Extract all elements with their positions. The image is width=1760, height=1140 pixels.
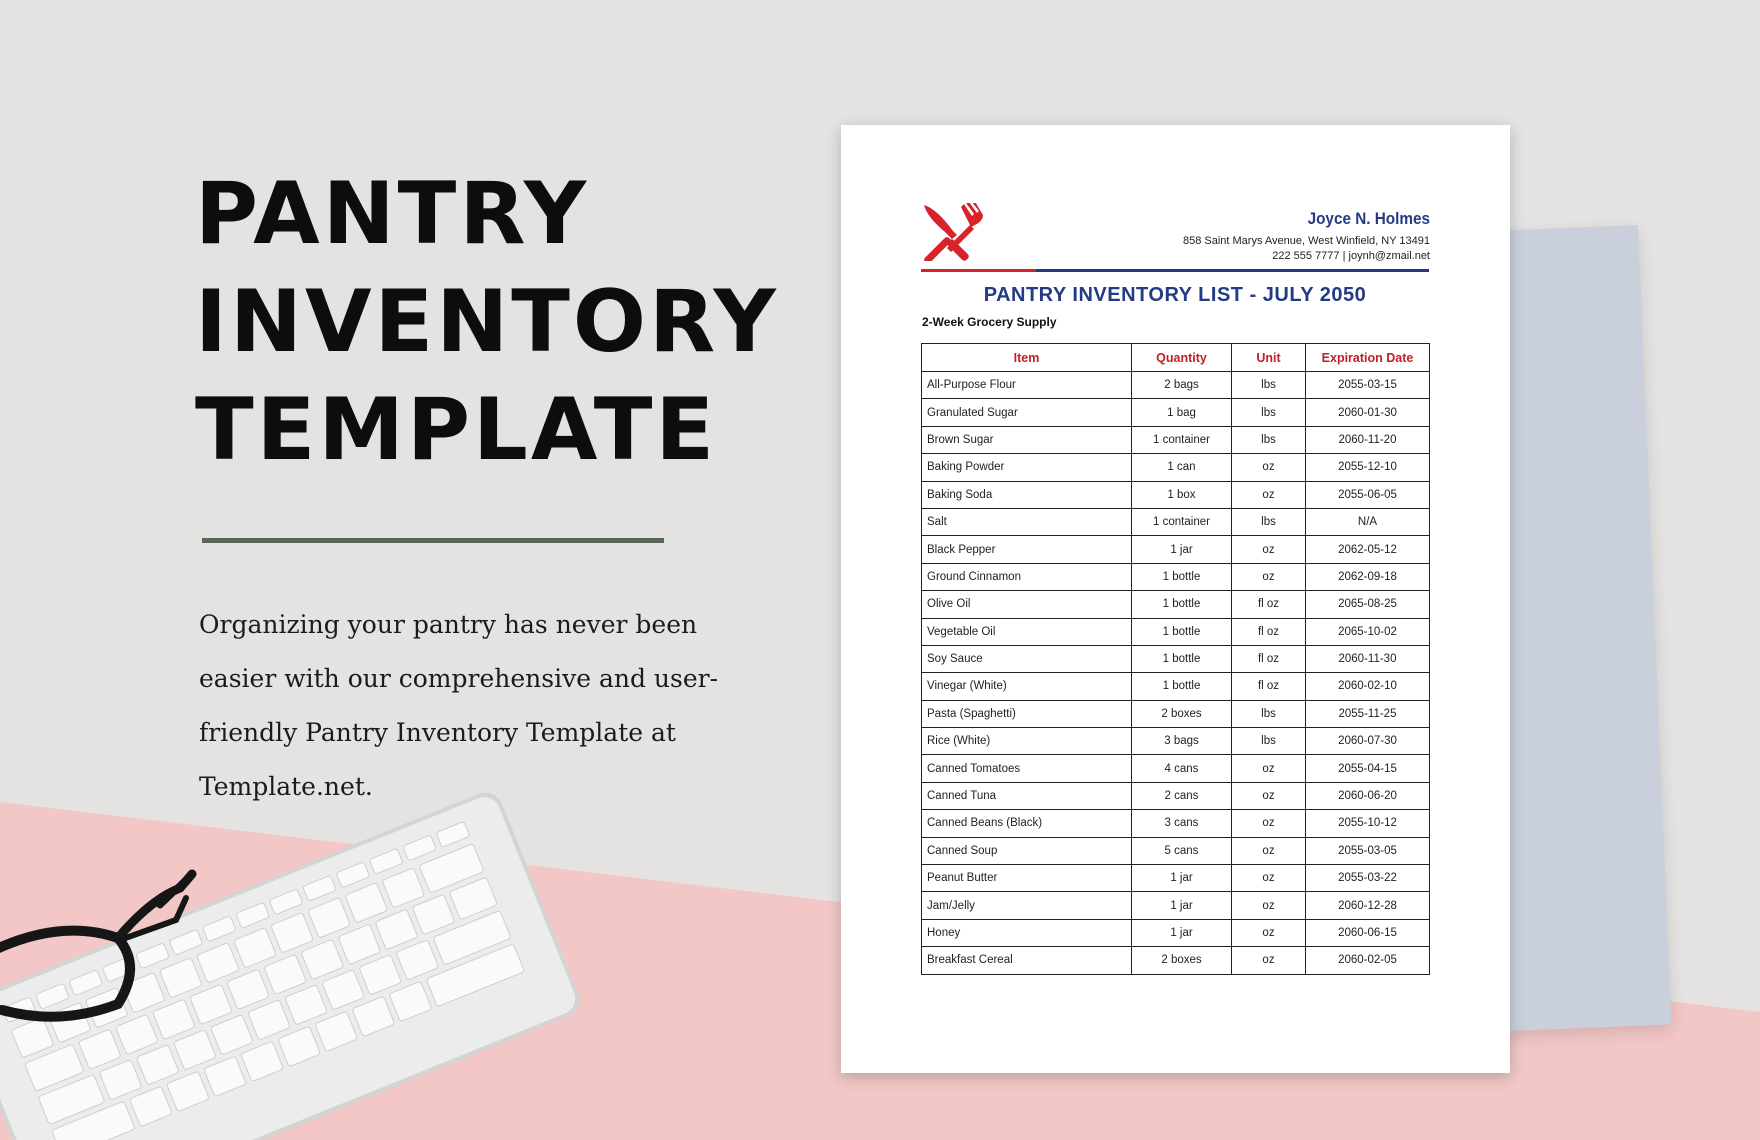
cell-quantity: 1 container	[1132, 508, 1232, 535]
cell-expiration-date: 2060-01-30	[1306, 399, 1430, 426]
cell-expiration-date: 2062-09-18	[1306, 563, 1430, 590]
cell-unit: oz	[1232, 454, 1306, 481]
cell-expiration-date: 2062-05-12	[1306, 536, 1430, 563]
cell-item: Canned Tuna	[922, 782, 1132, 809]
org-name: Joyce N. Holmes	[1307, 209, 1430, 228]
cell-quantity: 1 jar	[1132, 892, 1232, 919]
cell-expiration-date: 2055-10-12	[1306, 810, 1430, 837]
cell-quantity: 2 cans	[1132, 782, 1232, 809]
cell-unit: fl oz	[1232, 645, 1306, 672]
cell-quantity: 2 boxes	[1132, 700, 1232, 727]
table-row	[922, 782, 1430, 809]
table-row	[922, 892, 1430, 919]
table-row	[922, 919, 1430, 946]
table-row	[922, 481, 1430, 508]
cell-item: Canned Beans (Black)	[922, 810, 1132, 837]
cell-quantity: 1 container	[1132, 426, 1232, 453]
cell-quantity: 1 jar	[1132, 919, 1232, 946]
organization-info	[1183, 209, 1430, 263]
fork-knife-icon	[921, 203, 983, 261]
cell-quantity: 1 bottle	[1132, 563, 1232, 590]
cell-quantity: 3 bags	[1132, 728, 1232, 755]
document-title: PANTRY INVENTORY LIST - JULY 2050	[983, 284, 1367, 306]
cell-unit: lbs	[1232, 426, 1306, 453]
cell-unit: oz	[1232, 755, 1306, 782]
cell-unit: lbs	[1232, 508, 1306, 535]
table-header-row	[922, 344, 1430, 372]
cell-unit: fl oz	[1232, 673, 1306, 700]
cell-expiration-date: 2060-11-30	[1306, 645, 1430, 672]
cell-quantity: 1 bottle	[1132, 591, 1232, 618]
table-row	[922, 837, 1430, 864]
cell-item: Brown Sugar	[922, 426, 1132, 453]
table-row	[922, 426, 1430, 453]
cell-expiration-date: 2055-03-15	[1306, 372, 1430, 399]
cell-unit: lbs	[1232, 700, 1306, 727]
cell-expiration-date: 2060-02-10	[1306, 673, 1430, 700]
cell-item: Vegetable Oil	[922, 618, 1132, 645]
table-row	[922, 399, 1430, 426]
description: Organizing your pantry has never been easier with our comprehensive and user-friendly Pantry Inventory Template at Template.net.	[199, 610, 719, 801]
cell-quantity: 1 box	[1132, 481, 1232, 508]
cell-quantity: 1 bottle	[1132, 645, 1232, 672]
title-line-2: INVENTORY	[195, 272, 779, 372]
table-row	[922, 810, 1430, 837]
cell-expiration-date: 2060-11-20	[1306, 426, 1430, 453]
cell-quantity: 4 cans	[1132, 755, 1232, 782]
cell-quantity: 1 jar	[1132, 865, 1232, 892]
cell-item: Pasta (Spaghetti)	[922, 700, 1132, 727]
cell-unit: lbs	[1232, 728, 1306, 755]
table-row	[922, 755, 1430, 782]
table-row	[922, 591, 1430, 618]
cell-quantity: 1 bottle	[1132, 673, 1232, 700]
cell-item: Baking Soda	[922, 481, 1132, 508]
table-row	[922, 673, 1430, 700]
table-row	[922, 372, 1430, 399]
cell-unit: oz	[1232, 919, 1306, 946]
cell-quantity: 1 bottle	[1132, 618, 1232, 645]
cell-item: Jam/Jelly	[922, 892, 1132, 919]
org-contact: 222 555 7777 | joynh@zmail.net	[1272, 250, 1430, 262]
cell-expiration-date: 2065-10-02	[1306, 618, 1430, 645]
cell-expiration-date: 2055-11-25	[1306, 700, 1430, 727]
cell-item: Soy Sauce	[922, 645, 1132, 672]
cell-expiration-date: 2060-02-05	[1306, 947, 1430, 974]
cell-item: Black Pepper	[922, 536, 1132, 563]
cell-item: Canned Tomatoes	[922, 755, 1132, 782]
title-line-1: PANTRY	[195, 164, 590, 264]
table-row	[922, 618, 1430, 645]
cell-item: Olive Oil	[922, 591, 1132, 618]
cell-item: Vinegar (White)	[922, 673, 1132, 700]
document-page	[841, 125, 1510, 1073]
cell-item: Baking Powder	[922, 454, 1132, 481]
cell-unit: oz	[1232, 782, 1306, 809]
cell-unit: oz	[1232, 947, 1306, 974]
table-row	[922, 865, 1430, 892]
cell-quantity: 1 can	[1132, 454, 1232, 481]
cell-unit: oz	[1232, 892, 1306, 919]
cell-item: Canned Soup	[922, 837, 1132, 864]
cell-expiration-date: 2055-12-10	[1306, 454, 1430, 481]
cell-quantity: 2 bags	[1132, 372, 1232, 399]
cell-quantity: 1 jar	[1132, 536, 1232, 563]
table-row	[922, 536, 1430, 563]
cell-item: Honey	[922, 919, 1132, 946]
table-row	[922, 645, 1430, 672]
table-row	[922, 563, 1430, 590]
cell-expiration-date: 2065-08-25	[1306, 591, 1430, 618]
divider	[202, 538, 664, 543]
cell-item: Rice (White)	[922, 728, 1132, 755]
header-unit: Unit	[1232, 344, 1306, 372]
cell-expiration-date: 2055-06-05	[1306, 481, 1430, 508]
org-address: 858 Saint Marys Avenue, West Winfield, NY 13491	[1182, 235, 1430, 247]
cell-expiration-date: 2060-07-30	[1306, 728, 1430, 755]
cell-unit: lbs	[1232, 372, 1306, 399]
cell-quantity: 2 boxes	[1132, 947, 1232, 974]
cell-quantity: 5 cans	[1132, 837, 1232, 864]
cell-unit: oz	[1232, 865, 1306, 892]
cell-unit: oz	[1232, 563, 1306, 590]
page-title	[195, 160, 779, 484]
cell-expiration-date: 2055-04-15	[1306, 755, 1430, 782]
title-line-3: TEMPLATE	[195, 380, 718, 480]
cell-item: Salt	[922, 508, 1132, 535]
table-row	[922, 700, 1430, 727]
cell-unit: oz	[1232, 481, 1306, 508]
cell-unit: oz	[1232, 536, 1306, 563]
cell-unit: fl oz	[1232, 618, 1306, 645]
inventory-table	[921, 343, 1430, 975]
table-row	[922, 454, 1430, 481]
cell-expiration-date: 2060-06-20	[1306, 782, 1430, 809]
cell-expiration-date: 2055-03-22	[1306, 865, 1430, 892]
table-row	[922, 728, 1430, 755]
cell-unit: lbs	[1232, 399, 1306, 426]
table-row	[922, 947, 1430, 974]
cell-item: Peanut Butter	[922, 865, 1132, 892]
cell-quantity: 3 cans	[1132, 810, 1232, 837]
cell-item: Breakfast Cereal	[922, 947, 1132, 974]
cell-unit: oz	[1232, 810, 1306, 837]
cell-unit: fl oz	[1232, 591, 1306, 618]
document-subtitle: 2-Week Grocery Supply	[922, 315, 1057, 329]
cell-expiration-date: 2055-03-05	[1306, 837, 1430, 864]
header-bar-red	[921, 269, 1036, 272]
cell-item: Ground Cinnamon	[922, 563, 1132, 590]
table-row	[922, 508, 1430, 535]
header-quantity: Quantity	[1132, 344, 1232, 372]
header-expiration-date: Expiration Date	[1306, 344, 1430, 372]
cell-expiration-date: 2060-06-15	[1306, 919, 1430, 946]
cell-expiration-date: 2060-12-28	[1306, 892, 1430, 919]
cell-expiration-date: N/A	[1306, 508, 1430, 535]
cell-quantity: 1 bag	[1132, 399, 1232, 426]
header-item: Item	[922, 344, 1132, 372]
cell-unit: oz	[1232, 837, 1306, 864]
cell-item: Granulated Sugar	[922, 399, 1132, 426]
cell-item: All-Purpose Flour	[922, 372, 1132, 399]
